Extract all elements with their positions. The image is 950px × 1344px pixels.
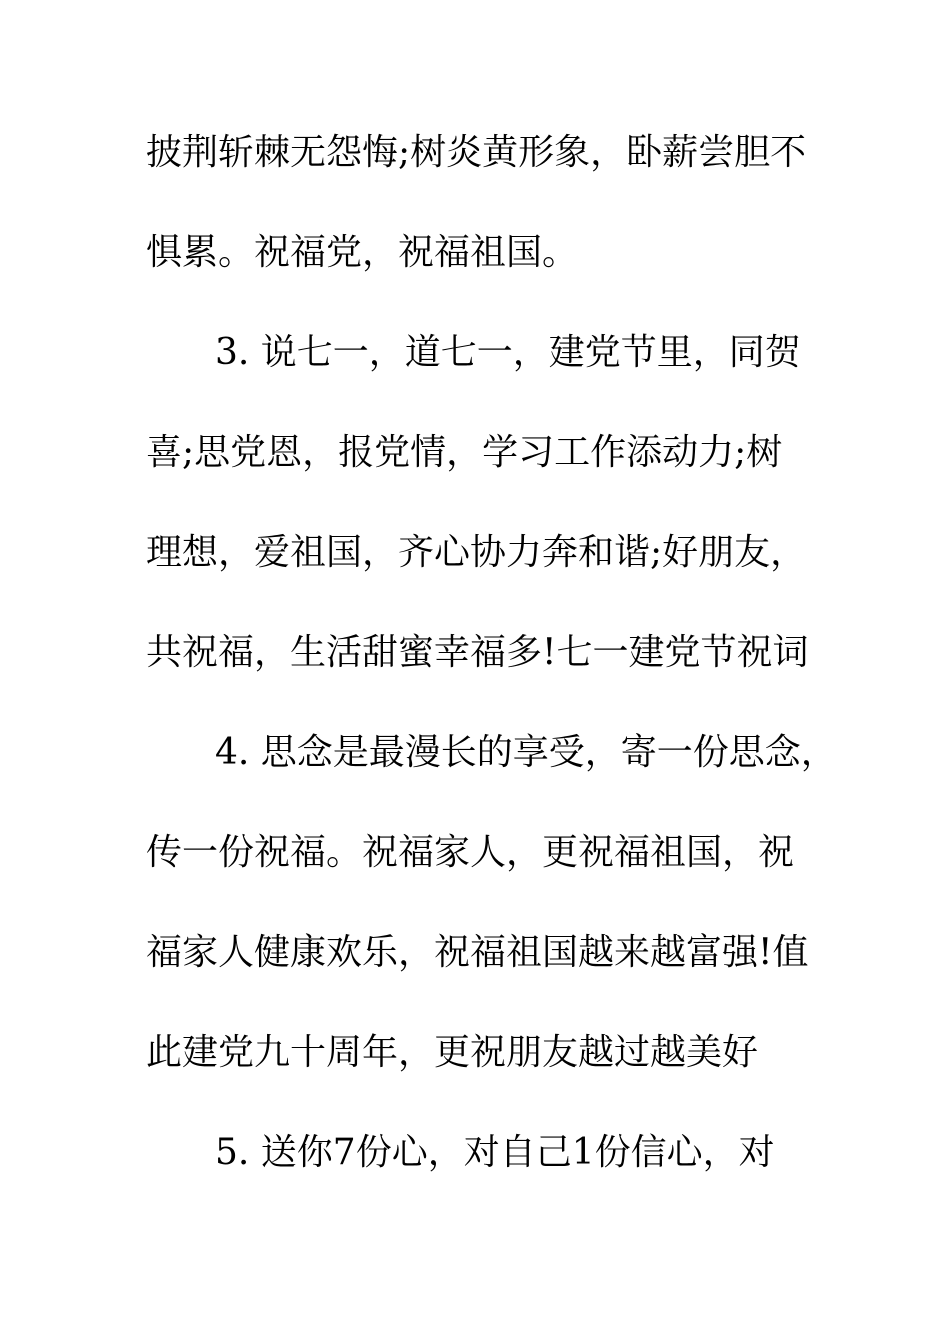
list-item-5-line: 5. 送你7份心，对自己1份信心，对 bbox=[215, 1132, 775, 1173]
list-item-3-line: 3. 说七一，道七一，建党节里，同贺 bbox=[215, 332, 801, 373]
list-item-4-line: 4. 思念是最漫长的享受，寄一份思念， bbox=[215, 732, 837, 773]
text-line-2: 惧累。祝福党，祝福祖国。 bbox=[146, 232, 579, 273]
text-line-10: 此建党九十周年，更祝朋友越过越美好 bbox=[146, 1032, 759, 1073]
text-line-4: 喜;思党恩，报党情，学习工作添动力;树 bbox=[146, 432, 783, 473]
text-line-5: 理想，爱祖国，齐心协力奔和谐;好朋友， bbox=[146, 532, 807, 573]
text-line-8: 传一份祝福。祝福家人，更祝福祖国，祝 bbox=[146, 832, 795, 873]
text-line-6: 共祝福，生活甜蜜幸福多!七一建党节祝词 bbox=[146, 632, 809, 673]
text-line-9: 福家人健康欢乐，祝福祖国越来越富强!值 bbox=[146, 932, 809, 973]
text-line-1: 披荆斩棘无怨悔;树炎黄形象，卧薪尝胆不 bbox=[146, 132, 807, 173]
